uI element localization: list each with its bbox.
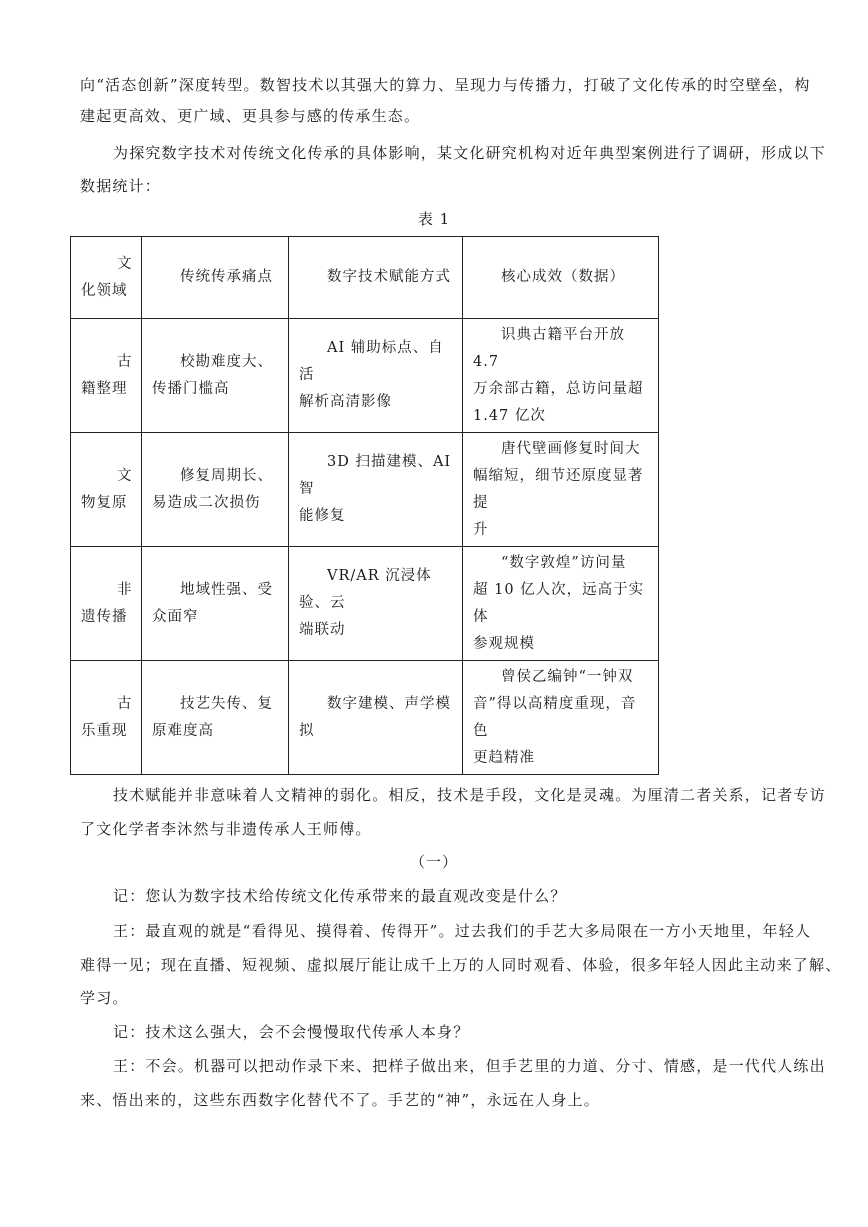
table-header-row (71, 237, 659, 319)
table-row (71, 433, 659, 547)
interview-a2-line-2: 来、悟出来的，这些东西数字化替代不了。手艺的“神”，永远在人身上。 (80, 1091, 600, 1109)
intro-line-1: 向“活态创新”深度转型。数智技术以其强大的算力、呈现力与传播力，打破了文化传承的时空壁垒，构 (80, 76, 811, 94)
intro-line-3: 为探究数字技术对传统文化传承的具体影响，某文化研究机构对近年典型案例进行了调研，形成以下 (113, 144, 826, 162)
cell-domain: 古 籍整理 (71, 319, 142, 433)
cell-result: 识典古籍平台开放 4.7 万余部古籍，总访问量超 1.47 亿次 (463, 319, 659, 433)
cell-method: VR/AR 沉浸体验、云 端联动 (289, 547, 463, 661)
interview-a2-line-1: 王：不会。机器可以把动作录下来、把样子做出来，但手艺里的力道、分寸、情感，是一代代人练出 (113, 1057, 826, 1075)
cell-result: “数字敦煌”访问量 超 10 亿人次，远高于实体 参观规模 (463, 547, 659, 661)
data-table (70, 236, 659, 775)
interview-q2: 记：技术这么强大，会不会慢慢取代传承人本身？ (113, 1023, 470, 1041)
cell-domain: 古 乐重现 (71, 661, 142, 775)
table-row (71, 547, 659, 661)
after-line-2: 了文化学者李沐然与非遗传承人王师傅。 (80, 820, 372, 838)
cell-result: 曾侯乙编钟“一钟双 音”得以高精度重现，音色 更趋精准 (463, 661, 659, 775)
interview-q1: 记：您认为数字技术给传统文化传承带来的最直观改变是什么？ (113, 887, 567, 905)
cell-pain: 地域性强、受 众面窄 (142, 547, 289, 661)
intro-line-4: 数据统计： (80, 177, 162, 195)
intro-line-2: 建起更高效、更广域、更具参与感的传承生态。 (80, 107, 421, 125)
interview-a1-line-1: 王：最直观的就是“看得见、摸得着、传得开”。过去我们的手艺大多局限在一方小天地里，年轻人 (113, 922, 812, 940)
interview-a1-line-3: 学习。 (80, 989, 129, 1007)
header-cell-result: 核心成效（数据） (463, 237, 659, 319)
after-line-1: 技术赋能并非意味着人文精神的弱化。相反，技术是手段，文化是灵魂。为厘清二者关系，记者专访 (113, 786, 826, 804)
table-row (71, 661, 659, 775)
cell-pain: 技艺失传、复 原难度高 (142, 661, 289, 775)
cell-pain: 修复周期长、 易造成二次损伤 (142, 433, 289, 547)
header-cell-domain: 文 化领域 (71, 237, 142, 319)
header-cell-pain: 传统传承痛点 (142, 237, 289, 319)
cell-method: 数字建模、声学模 拟 (289, 661, 463, 775)
cell-method: AI 辅助标点、自活 解析高清影像 (289, 319, 463, 433)
table-row (71, 319, 659, 433)
cell-pain: 校勘难度大、 传播门槛高 (142, 319, 289, 433)
cell-method: 3D 扫描建模、AI 智 能修复 (289, 433, 463, 547)
interview-a1-line-2: 难得一见；现在直播、短视频、虚拟展厅能让成千上万的人同时观看、体验，很多年轻人因此主动来了解、 (80, 956, 842, 974)
cell-domain: 文 物复原 (71, 433, 142, 547)
header-cell-method: 数字技术赋能方式 (289, 237, 463, 319)
cell-domain: 非 遗传播 (71, 547, 142, 661)
section-title: （一） (409, 853, 458, 871)
cell-result: 唐代壁画修复时间大 幅缩短，细节还原度显著提 升 (463, 433, 659, 547)
table-caption: 表 1 (417, 210, 451, 228)
